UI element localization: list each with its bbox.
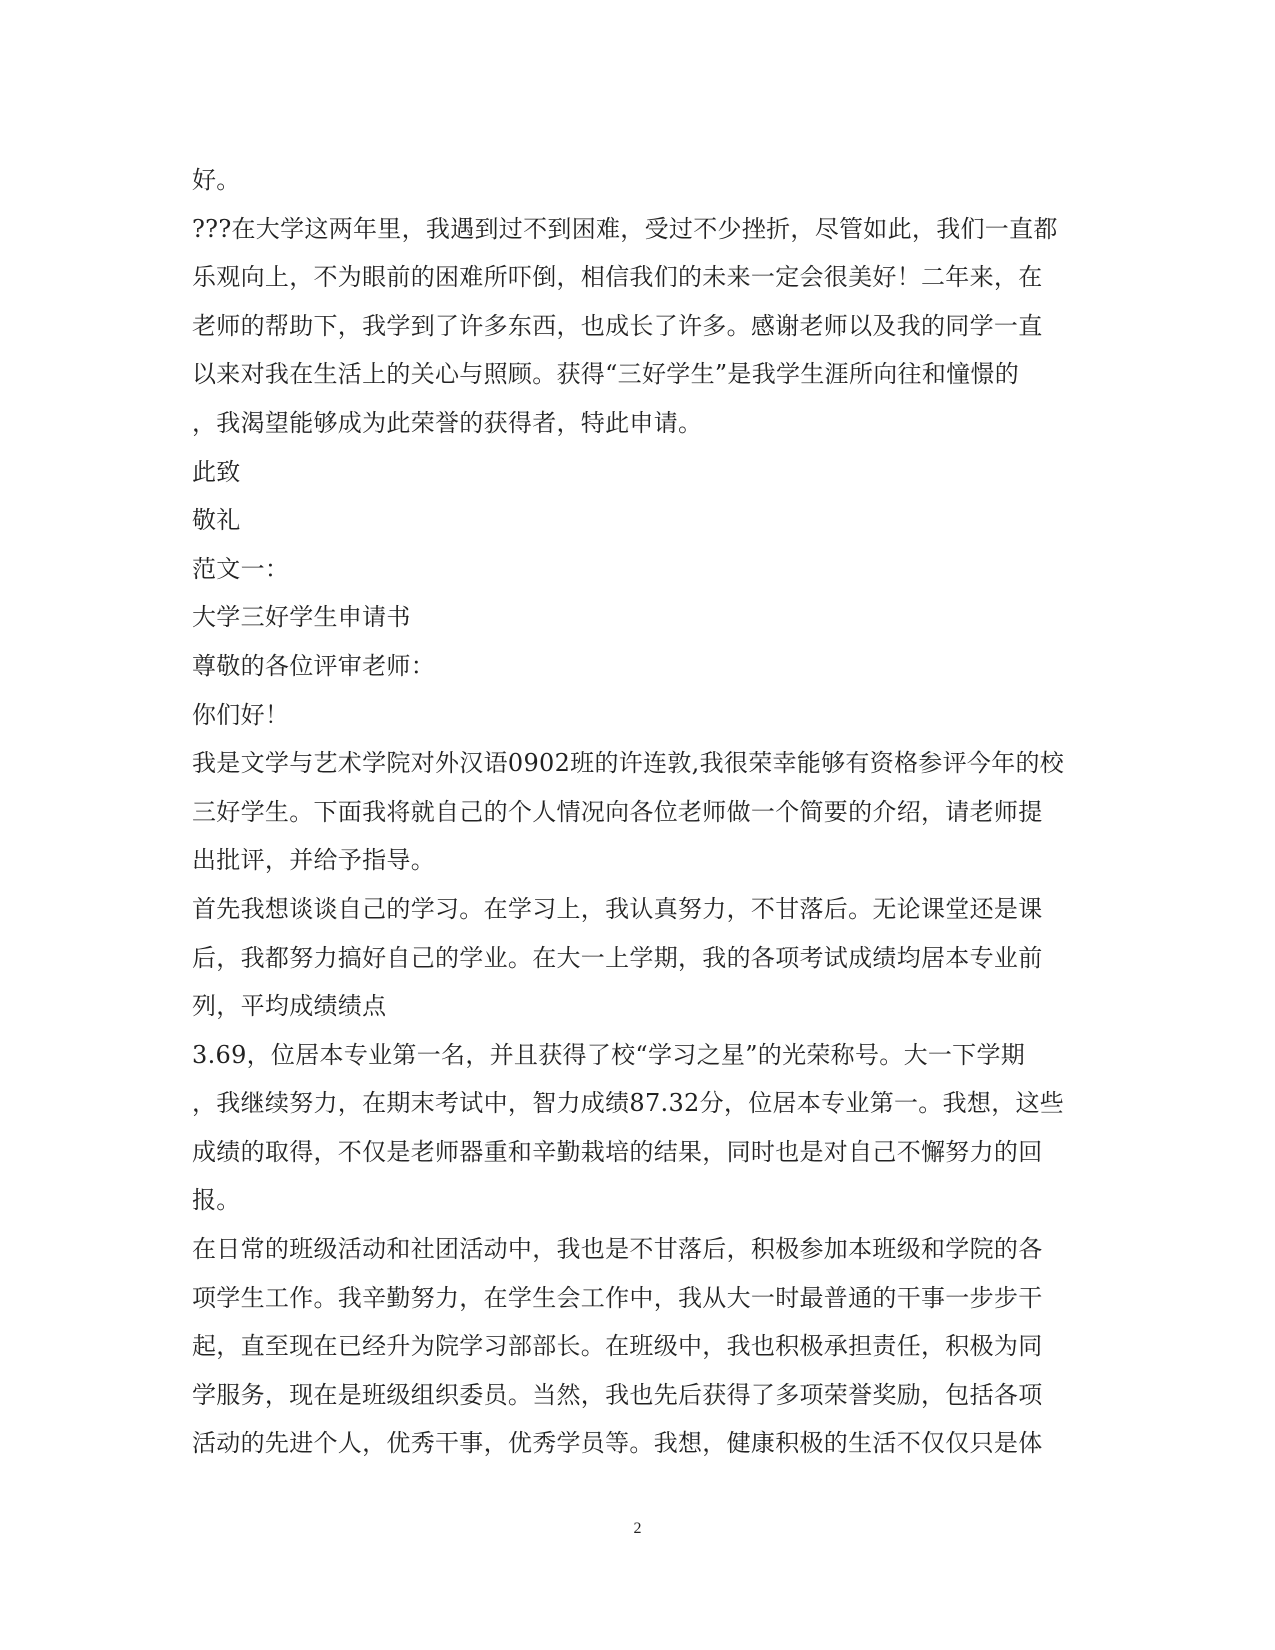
text-line: 老师的帮助下，我学到了许多东西，也成长了许多。感谢老师以及我的同学一直 xyxy=(192,311,1043,340)
section-label: 范文一： xyxy=(192,554,290,583)
text-line: 在日常的班级活动和社团活动中，我也是不甘落后，积极参加本班级和学院的各 xyxy=(192,1235,1043,1264)
document-title: 大学三好学生申请书 xyxy=(192,603,411,632)
text-line: 3.69，位居本专业第一名，并且获得了校“学习之星”的光荣称号。大一下学期 xyxy=(192,1040,1026,1069)
text-line: 成绩的取得，不仅是老师器重和辛勤栽培的结果，同时也是对自己不懈努力的回 xyxy=(192,1137,1043,1166)
text-line: 后，我都努力搞好自己的学业。在大一上学期，我的各项考试成绩均居本专业前 xyxy=(192,943,1043,972)
text-line: ，我渴望能够成为此荣誉的获得者，特此申请。 xyxy=(192,408,703,437)
text-line: 报。 xyxy=(192,1186,241,1215)
text-line: 乐观向上，不为眼前的困难所吓倒，相信我们的未来一定会很美好！二年来，在 xyxy=(192,263,1043,292)
text-line: 列，平均成绩绩点 xyxy=(192,992,387,1021)
text-line: 首先我想谈谈自己的学习。在学习上，我认真努力，不甘落后。无论课堂还是课 xyxy=(192,894,1043,923)
text-line: 以来对我在生活上的关心与照顾。获得“三好学生”是我学生涯所向往和憧憬的 xyxy=(192,360,1020,389)
closing-line: 敬礼 xyxy=(192,506,241,535)
text-line: 学服务，现在是班级组织委员。当然，我也先后获得了多项荣誉奖励，包括各项 xyxy=(192,1380,1043,1409)
text-line: 活动的先进个人，优秀干事，优秀学员等。我想，健康积极的生活不仅仅只是体 xyxy=(192,1429,1043,1458)
text-line: 起，直至现在已经升为院学习部部长。在班级中，我也积极承担责任，积极为同 xyxy=(192,1332,1043,1361)
document-body xyxy=(192,156,1072,1468)
text-line: 出批评，并给予指导。 xyxy=(192,846,435,875)
text-line: 我是文学与艺术学院对外汉语0902班的许连敦,我很荣幸能够有资格参评今年的校 xyxy=(192,749,1065,778)
closing-line: 此致 xyxy=(192,457,241,486)
salutation: 尊敬的各位评审老师： xyxy=(192,651,435,680)
text-line: ???在大学这两年里，我遇到过不到困难，受过不少挫折，尽管如此，我们一直都 xyxy=(192,214,1058,243)
text-line: 好。 xyxy=(192,166,241,194)
text-line: ，我继续努力，在期末考试中，智力成绩87.32分，位居本专业第一。我想，这些 xyxy=(192,1089,1065,1118)
text-line: 三好学生。下面我将就自己的个人情况向各位老师做一个简要的介绍，请老师提 xyxy=(192,797,1043,826)
greeting: 你们好！ xyxy=(192,700,290,729)
page-number: 2 xyxy=(633,1520,642,1537)
text-line: 项学生工作。我辛勤努力，在学生会工作中，我从大一时最普通的干事一步步干 xyxy=(192,1283,1043,1312)
